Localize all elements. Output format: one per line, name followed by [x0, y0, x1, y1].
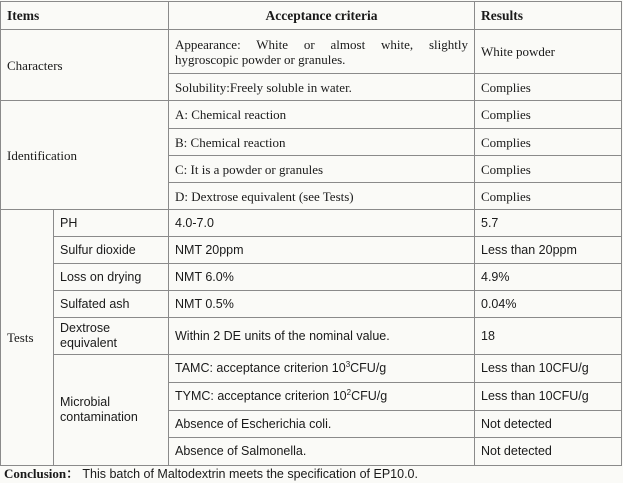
conclusion-line	[4, 463, 418, 482]
header-items: Items	[1, 2, 169, 30]
result-cell: Not detected	[475, 438, 622, 466]
result-cell: Less than 10CFU/g	[475, 383, 622, 411]
table-row	[1, 264, 622, 291]
result-cell: 5.7	[475, 210, 622, 237]
criteria-cell: D: Dextrose equivalent (see Tests)	[169, 183, 475, 210]
criteria-cell: A: Chemical reaction	[169, 101, 475, 129]
conclusion-label: Conclusion：	[4, 466, 80, 481]
table-row	[1, 355, 622, 383]
criteria-cell: Absence of Escherichia coli.	[169, 411, 475, 438]
result-cell: 4.9%	[475, 264, 622, 291]
header-row	[1, 2, 622, 30]
header-results: Results	[475, 2, 622, 30]
result-cell: Complies	[475, 183, 622, 210]
result-cell: Complies	[475, 129, 622, 156]
table-row	[1, 291, 622, 318]
result-cell: Complies	[475, 101, 622, 129]
criteria-cell: NMT 0.5%	[169, 291, 475, 318]
conclusion-text: This batch of Maltodextrin meets the specification of EP10.0.	[82, 467, 418, 481]
criteria-cell: NMT 6.0%	[169, 264, 475, 291]
result-cell: Complies	[475, 74, 622, 101]
sub-item-cell: Dextrose equivalent	[54, 318, 169, 355]
table-row	[1, 318, 622, 355]
sub-item-cell: PH	[54, 210, 169, 237]
result-cell: Not detected	[475, 411, 622, 438]
result-cell: White powder	[475, 30, 622, 74]
table-row	[1, 30, 622, 74]
criteria-cell: Appearance: White or almost white, slightly hygroscopic powder or granules.	[169, 30, 475, 74]
criteria-cell: Within 2 DE units of the nominal value.	[169, 318, 475, 355]
group-tests: Tests	[1, 210, 54, 466]
table-row	[1, 101, 622, 129]
sub-item-cell: Loss on drying	[54, 264, 169, 291]
sub-item-cell: Microbial contamination	[54, 355, 169, 466]
criteria-cell: NMT 20ppm	[169, 237, 475, 264]
group-identification: Identification	[1, 101, 169, 210]
criteria-cell: TAMC: acceptance criterion $10^3CFU/g$	[169, 355, 475, 383]
criteria-cell: B: Chemical reaction	[169, 129, 475, 156]
table-row	[1, 210, 622, 237]
table-row	[1, 237, 622, 264]
criteria-cell: Absence of Salmonella.	[169, 438, 475, 466]
group-characters: Characters	[1, 30, 169, 101]
result-cell: Less than 20ppm	[475, 237, 622, 264]
sub-item-cell: Sulfated ash	[54, 291, 169, 318]
result-cell: 18	[475, 318, 622, 355]
header-acceptance-criteria: Acceptance criteria	[169, 2, 475, 30]
specification-table	[0, 1, 622, 466]
criteria-cell: C: It is a powder or granules	[169, 156, 475, 183]
criteria-cell: Solubility:Freely soluble in water.	[169, 74, 475, 101]
result-cell: Less than 10CFU/g	[475, 355, 622, 383]
result-cell: Complies	[475, 156, 622, 183]
criteria-cell: 4.0-7.0	[169, 210, 475, 237]
result-cell: 0.04%	[475, 291, 622, 318]
criteria-cell: TYMC: acceptance criterion $10^2CFU/g$	[169, 383, 475, 411]
sub-item-cell: Sulfur dioxide	[54, 237, 169, 264]
